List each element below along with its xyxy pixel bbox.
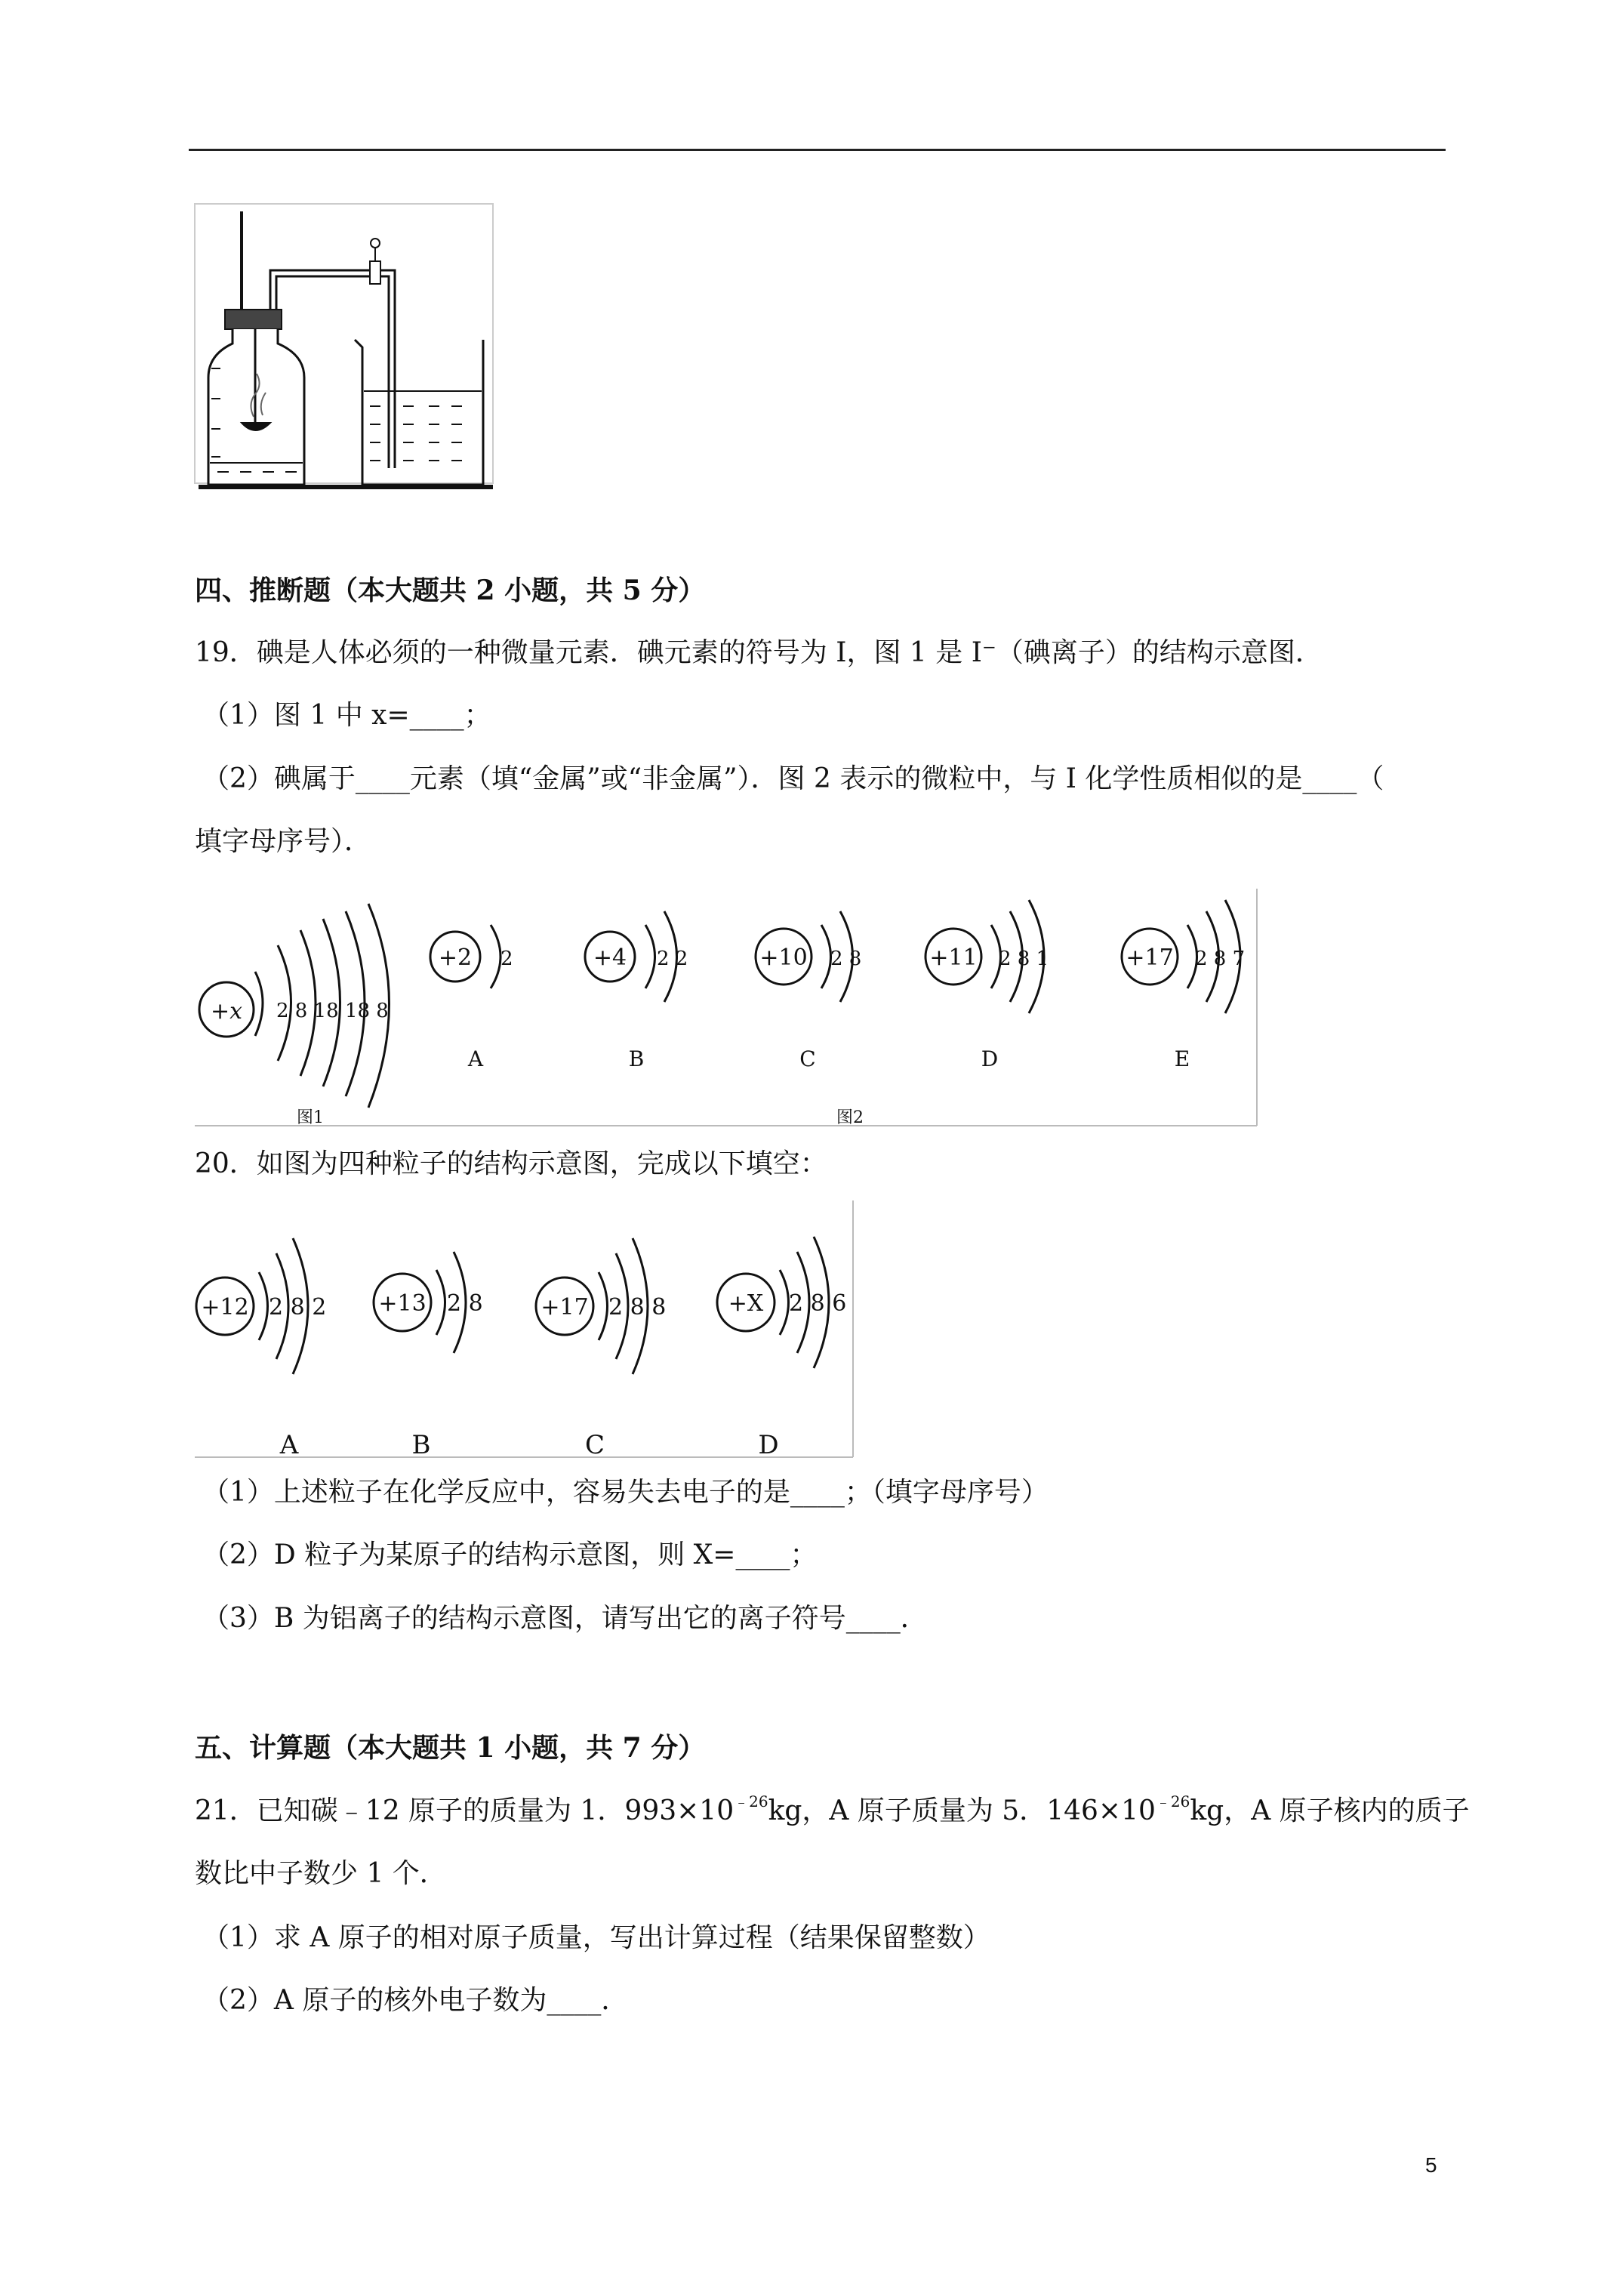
option-b-nucleus: +4: [593, 945, 627, 971]
q19-part1: （1）图 1 中 x=____；: [202, 700, 491, 731]
option-b-label: B: [628, 1046, 645, 1071]
particle-a-label: A: [279, 1430, 299, 1460]
particle-d-nucleus: +X: [728, 1290, 764, 1317]
q21-exponent-1: ﹣26: [734, 1792, 768, 1811]
particle-a-nucleus: +12: [201, 1294, 249, 1321]
option-d-label: D: [981, 1046, 999, 1071]
particle-b-nucleus: +13: [378, 1290, 427, 1317]
q20-part3: （3）B 为铝离子的结构示意图，请写出它的离子符号____．: [202, 1603, 928, 1634]
q21-stem-b: kg，A 原子质量为 5．146×10: [768, 1795, 1156, 1826]
q20-structure-figure: [195, 1200, 855, 1461]
q21-stem-line1: [195, 1792, 1470, 1828]
option-a-label: A: [467, 1046, 484, 1071]
q21-stem-a: 21．已知碳﹣12 原子的质量为 1．993×10: [195, 1795, 735, 1826]
option-c-label: C: [799, 1046, 816, 1071]
particle-d-label: D: [758, 1430, 779, 1460]
option-a-nucleus: +2: [438, 945, 473, 971]
stopper: [225, 310, 282, 329]
option-e-nucleus: +17: [1126, 945, 1174, 971]
q19-structure-figure: [195, 889, 1259, 1129]
q19-part2-line1: （2）碘属于____元素（填“金属”或“非金属”）．图 2 表示的微粒中，与 I 化学性质相似的是____（: [202, 763, 1384, 794]
fig2-caption: 图2: [836, 1108, 864, 1127]
particle-d-shells: 2 8 6: [789, 1290, 847, 1317]
page-number: 5: [1425, 2153, 1437, 2177]
option-d-nucleus: +11: [929, 945, 978, 971]
option-c-nucleus: +10: [759, 945, 808, 971]
q21-part1: （1）求 A 原子的相对原子质量，写出计算过程（结果保留整数）: [202, 1922, 990, 1953]
q20-stem: 20．如图为四种粒子的结构示意图，完成以下填空：: [195, 1148, 827, 1179]
option-d-shells: 2 8 1: [999, 948, 1049, 970]
particle-a-shells: 2 8 2: [269, 1294, 327, 1321]
particle-b-label: B: [411, 1430, 431, 1460]
spring-clamp: [370, 261, 380, 284]
q20-part2: （2）D 粒子为某原子的结构示意图，则 X=____；: [202, 1539, 818, 1570]
q21-part2: （2）A 原子的核外电子数为____．: [202, 1985, 629, 2016]
q21-stem-line2: 数比中子数少 1 个．: [195, 1858, 447, 1889]
section5-heading: 五、计算题（本大题共 1 小题，共 7 分）: [195, 1732, 706, 1764]
section4-heading: 四、推断题（本大题共 2 小题，共 5 分）: [195, 575, 706, 606]
particle-c-shells: 2 8 8: [608, 1294, 667, 1321]
beaker: [355, 340, 483, 485]
q20-part1: （1）上述粒子在化学反应中，容易失去电子的是____；（填字母序号）: [202, 1477, 1049, 1508]
particle-b-shells: 2 8: [447, 1290, 483, 1317]
option-a-shells: 2: [500, 948, 513, 970]
particle-c-label: C: [584, 1430, 605, 1460]
q21-exponent-2: ﹣26: [1155, 1792, 1190, 1811]
q19-part2-line2: 填字母序号）．: [195, 826, 372, 857]
option-e-label: E: [1174, 1046, 1190, 1071]
option-b-shells: 2 2: [657, 948, 688, 970]
apparatus-figure: [195, 204, 497, 491]
q21-stem-c: kg，A 原子核内的质子: [1190, 1795, 1470, 1826]
option-e-shells: 2 8 7: [1195, 948, 1246, 970]
fig1-nucleus: +x: [210, 998, 243, 1025]
header-rule: [189, 149, 1446, 151]
q19-stem: 19．碘是人体必须的一种微量元素．碘元素的符号为 I，图 1 是 I⁻（碘离子）的结构示意图．: [195, 637, 1323, 668]
particle-c-nucleus: +17: [540, 1294, 589, 1321]
fig1-caption: 图1: [297, 1108, 324, 1127]
fig1-shells: 2 8 18 18 8: [276, 1000, 389, 1022]
option-c-shells: 2 8: [830, 948, 862, 970]
